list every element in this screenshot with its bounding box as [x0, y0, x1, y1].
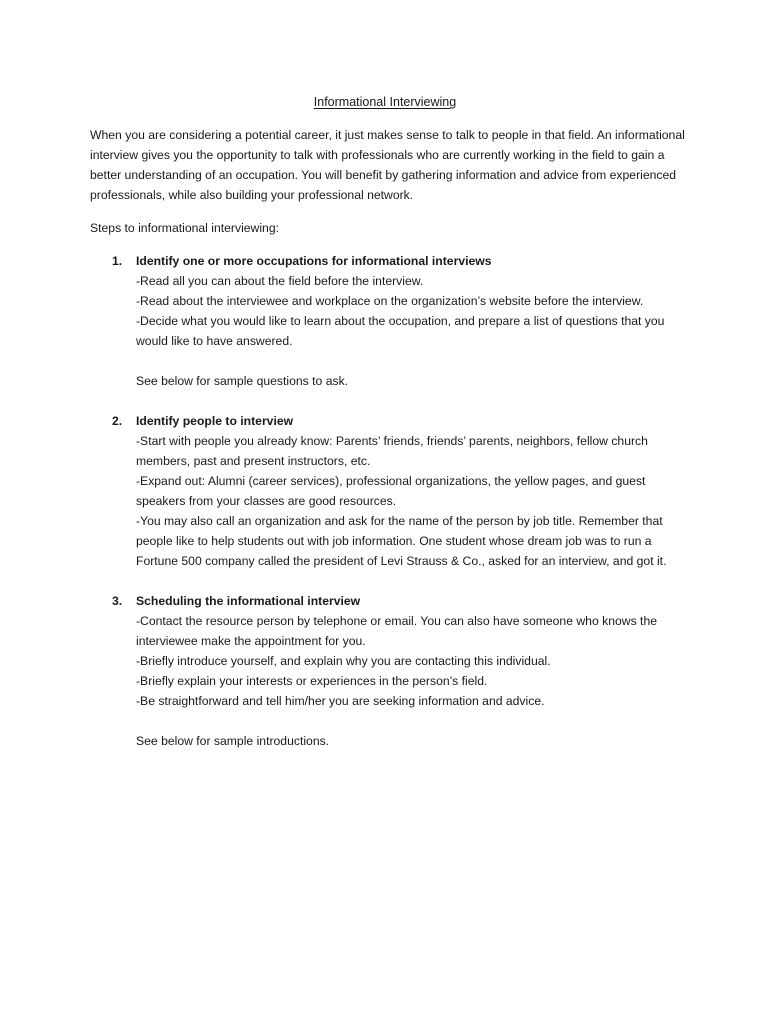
document-title-wrap	[0, 94, 770, 110]
steps-list	[90, 251, 690, 771]
step-number: 2.	[112, 414, 123, 428]
step-line: -You may also call an organization and ask for the name of the person by job title. Remember that people like to help students out with job information. One student whose dream job was to run a Fortune 500 company called the president of Levi Strauss & Co., asked for an interview, and got it.	[136, 514, 667, 568]
step-line: -Briefly introduce yourself, and explain why you are contacting this individual.	[136, 654, 551, 668]
step-line: -Read all you can about the field before the interview.	[136, 274, 424, 288]
step-number: 3.	[112, 594, 123, 608]
step-line: -Contact the resource person by telephone or email. You can also have someone who knows the interviewee make the appointment for you.	[136, 614, 657, 648]
step-item	[90, 591, 690, 751]
step-line: -Start with people you already know: Parents’ friends, friends’ parents, neighbors, fellow church members, past and present instructors, etc.	[136, 434, 648, 468]
step-line: -Decide what you would like to learn about the occupation, and prepare a list of questions that you would like to have answered.	[136, 314, 665, 348]
step-line: -Read about the interviewee and workplace on the organization’s website before the interview.	[136, 294, 644, 308]
document-title: Informational Interviewing	[313, 95, 457, 109]
step-item	[90, 411, 690, 571]
step-note: See below for sample introductions.	[136, 734, 330, 748]
step-line: -Briefly explain your interests or experiences in the person’s field.	[136, 674, 488, 688]
step-title: Scheduling the informational interview	[136, 594, 361, 608]
step-title: Identify people to interview	[136, 414, 294, 428]
intro-paragraph: When you are considering a potential career, it just makes sense to talk to people in that field. An informational interview gives you the opportunity to talk with professionals who are currently working in the field to gain a better understanding of an occupation. You will benefit by gathering information and advice from experienced professionals, while also building your professional network.	[90, 128, 685, 202]
step-line: -Be straightforward and tell him/her you are seeking information and advice.	[136, 694, 545, 708]
step-line: -Expand out: Alumni (career services), professional organizations, the yellow pages, and guest speakers from your classes are good resources.	[136, 474, 646, 508]
step-note: See below for sample questions to ask.	[136, 374, 349, 388]
step-number: 1.	[112, 254, 123, 268]
step-item	[90, 251, 690, 391]
step-title: Identify one or more occupations for informational interviews	[136, 254, 492, 268]
steps-label: Steps to informational interviewing:	[90, 221, 280, 235]
